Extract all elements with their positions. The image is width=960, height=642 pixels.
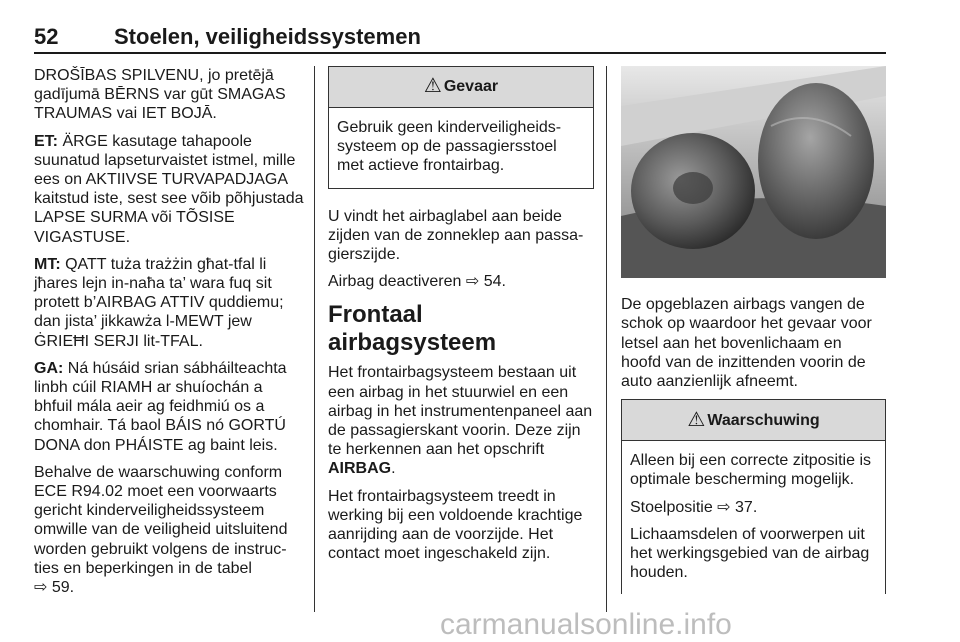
paragraph-lv: DROŠĪBAS SPILVENU, jo pretējā gadījumā BĒRNS var gūt SMAGAS TRAUMAS vai IET BOJĀ. <box>34 67 286 123</box>
column-divider <box>314 66 315 612</box>
warning-box-header <box>622 400 885 441</box>
danger-box-body <box>329 108 593 188</box>
language-label-mt: MT: <box>34 255 61 273</box>
page-reference-arrow-icon[interactable]: ⇨ <box>717 498 731 516</box>
airbag-label-text: AIRBAG <box>328 460 392 478</box>
warning-text-2-label: Stoelpositie <box>630 498 713 516</box>
language-label-et: ET: <box>34 132 58 150</box>
paragraph-inflated: De opgeblazen airbags vangen de schok op waardoor het gevaar voor letsel aan het bovenlichaam en hoofd van de inzittenden voorin de auto aanzienlijk afneemt. <box>621 296 872 391</box>
page-reference-link[interactable]: 54. <box>483 273 506 291</box>
column-left <box>34 66 304 605</box>
paragraph-airbag-label: U vindt het airbaglabel aan beide zijden van de zonneklep aan passagierszijde. <box>328 207 584 264</box>
page-number: 52 <box>34 24 59 49</box>
paragraph-system <box>328 363 594 478</box>
warning-text-1: Alleen bij een correcte zitpositie is optimale bescherming mogelijk. <box>630 452 872 489</box>
paragraph-deactivate-text: Airbag deactiveren <box>328 273 462 291</box>
paragraph-ece-text: Behalve de waarschuwing conform ECE R94.02 moet een voorwaarts gericht kinderveiligheidssysteem omwille van de veiligheid uitsluitend worden gebruikt volgens de instructies en beperkingen in de tabel <box>34 463 288 577</box>
page-reference-link[interactable]: 59. <box>51 579 75 597</box>
chapter-title: Stoelen, veiligheidssystemen <box>114 24 421 49</box>
paragraph-system-end: . <box>391 460 396 478</box>
language-label-ga: GA: <box>34 359 64 377</box>
watermark: carmanualsonline.info <box>440 608 732 641</box>
warning-title: Waarschuwing <box>707 411 820 429</box>
paragraph-mt-text: QATT tuża trażżin għat-tfal li jħares lejn in-naħa ta’ wara fuq sit protett b’AIRBAG ATTIV quddiemu; dan jista’ jikkawża l-MEWT jew ĠRIEĦI SERJI lit-TFAL. <box>34 255 284 350</box>
warning-triangle-icon: ⚠ <box>423 75 442 98</box>
danger-box <box>328 66 594 189</box>
paragraph-et-text: ÄRGE kasutage tahapoole suunatud lapseturvaistet istmel, mille ees on AKTIIVSE TURVAPADJAGA kaitstud iste, sest see võib põhjustada LAPSE SURMA või TÕSISE VIGASTUSE. <box>34 132 304 246</box>
section-heading: Frontaal airbagsysteem <box>328 301 497 357</box>
page-reference-arrow-icon[interactable]: ⇨ <box>34 579 48 597</box>
paragraph-system-text: Het frontairbagsysteem bestaan uit een airbag in het stuurwiel en een airbag in het instrumentenpaneel aan de passagierskant voorin. Deze zijn te herkennen aan het opschrift <box>328 364 593 459</box>
column-right <box>621 66 886 612</box>
danger-text: Gebruik geen kinderveiligheidssysteem op de passagiersstoel met actieve frontairbag. <box>337 119 562 175</box>
airbag-photo <box>621 66 886 278</box>
warning-box <box>621 399 886 594</box>
page-reference-arrow-icon[interactable]: ⇨ <box>465 273 480 291</box>
column-divider <box>606 66 607 612</box>
paragraph-et <box>34 132 304 247</box>
paragraph-ga-text: Ná húsáid srian sábháilteachta linbh cúil RIAMH ar shuíochán a bhfuil mála aeir ag feidhmiú os a chomhair. Tá baol BÁIS nó GORTÚ DONA don PHÁISTE ag baint leis. <box>34 359 287 454</box>
paragraph-trigger: Het frontairbagsysteem treedt in werking bij een voldoende krachtige aanrijding aan de voorzijde. Het contact moet ingeschakeld zijn. <box>328 487 583 563</box>
danger-box-header <box>329 67 593 108</box>
paragraph-ece <box>34 463 304 597</box>
danger-title: Gevaar <box>443 78 499 96</box>
column-middle <box>328 66 594 571</box>
warning-triangle-icon: ⚠ <box>687 408 706 431</box>
page-reference-link[interactable]: 37. <box>735 498 758 516</box>
warning-text-2 <box>630 498 877 517</box>
header-rule <box>34 52 886 54</box>
page-header <box>0 0 960 52</box>
warning-text-3: Lichaamsdelen of voorwerpen uit het werkingsgebied van de airbag houden. <box>630 525 870 582</box>
paragraph-ga <box>34 359 304 455</box>
paragraph-deactivate <box>328 272 594 291</box>
paragraph-mt <box>34 255 304 351</box>
warning-box-body <box>622 441 885 594</box>
